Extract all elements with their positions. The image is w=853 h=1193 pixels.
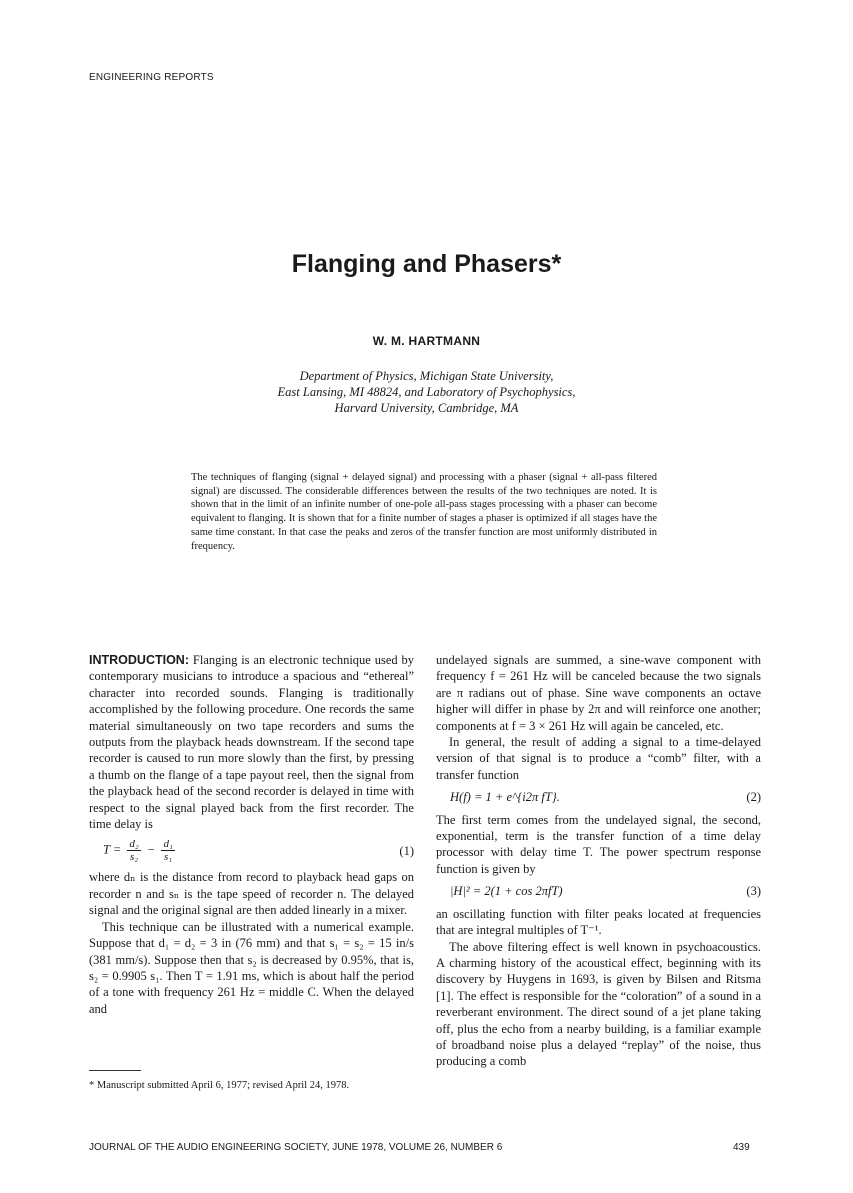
affiliation-line: East Lansing, MI 48824, and Laboratory of Psychophysics, [277, 385, 576, 399]
running-header: ENGINEERING REPORTS [89, 72, 214, 83]
paragraph-text: The above filtering effect is well known in psychoacoustics. A charming history of the acoustical effect, beginning with its discovery by Huygens in 1693, is given by Bilsen and Ritsma [1]. The effect is responsible for the “coloration” of a sound in a reverberant environment. The direct sound of a jet plane taking off, plus the echo from a nearby building, is a familiar example of broadband noise plus a delayed “replay” of the noise, thus producing a comb [436, 939, 761, 1069]
paragraph-text: The first term comes from the undelayed signal, the second, exponential, term is the transfer function of a time delay processor with delay time T. The power spectrum response function is given by [436, 812, 761, 876]
equation-number: (3) [746, 884, 761, 899]
equation-number: (2) [746, 790, 761, 805]
paragraph-text: Flanging is an electronic technique used by contemporary musicians to introduce a spacious and “ethereal” character into recorded sounds. Flanging is traditionally accomplished by the following procedure. One records the same material simultaneously on two tape recorders and sums the outputs from the playback heads downstream. If the second tape recorder is caused to run more slowly than the first, by pressing a thumb on the flange of a tape payout reel, then the signal from the playback head of the second recorder is delayed in time with respect to the signal played back from the first recorder. The time delay is [89, 653, 415, 832]
left-column [89, 652, 414, 1017]
right-column [436, 652, 761, 1070]
footnote: * Manuscript submitted April 6, 1977; revised April 24, 1978. [89, 1080, 350, 1091]
fraction [127, 838, 140, 863]
author-name: W. M. HARTMANN [372, 334, 481, 348]
equation-1 [89, 832, 414, 869]
numerator: d₂ [129, 838, 139, 851]
equation-expression [103, 838, 178, 863]
minus-sign: − [146, 842, 156, 857]
equation-expression: H(f) = 1 + e^{i2π fT}. [450, 790, 560, 805]
intro-paragraph [89, 652, 414, 832]
paragraph-text: This technique can be illustrated with a numerical example. Suppose that d₁ = d₂ = 3 in (76 mm) and that s₁ = s₂ = 15 in/s (381 mm/s). Suppose then that s₂ is decreased by 0.95%, that is, s₂ = 0.9905 s₁. Then T = 1.91 ms, which is about half the period of a tone with frequency 261 Hz = middle C. When the delayed and [89, 919, 414, 1016]
affiliation-line: Harvard University, Cambridge, MA [334, 401, 519, 415]
page-number: 439 [733, 1142, 750, 1153]
author-affiliation [0, 368, 853, 416]
denominator: s₁ [164, 851, 173, 864]
denominator: s₂ [130, 851, 139, 864]
equation-number: (1) [399, 843, 414, 858]
equation-expression: |H|² = 2(1 + cos 2πfT) [450, 884, 563, 899]
equation-3 [436, 877, 761, 905]
footnote-divider [89, 1070, 141, 1071]
paragraph-text: undelayed signals are summed, a sine-wave component with frequency f = 261 Hz will be canceled because the two signals are π radians out of phase. Sine wave components an octave higher will differ in phase by 2π and will reinforce one another; components at f = 3 × 261 Hz will again be canceled, etc. [436, 653, 761, 733]
paper-title: Flanging and Phasers* [291, 250, 562, 278]
paragraph-text: an oscillating function with filter peaks located at frequencies that are integral multiples of T⁻¹. [436, 906, 761, 938]
section-heading: INTRODUCTION: [89, 653, 189, 667]
affiliation-line: Department of Physics, Michigan State University, [299, 369, 554, 383]
paragraph-text: In general, the result of adding a signal to a time-delayed version of that signal is to produce a “comb” filter, with a transfer function [436, 735, 761, 782]
numerator: d₁ [163, 838, 173, 851]
abstract: The techniques of flanging (signal + delayed signal) and processing with a phaser (signal + all-pass filtered signal) are discussed. The considerable differences between the results of the two techniques are noted. It is shown that in the limit of an infinite number of one-pole all-pass stages processing with a phaser can become equivalent to flanging. It is shown that for a finite number of stages a phaser is optimized if all stages have the same time constant. In that case the peaks and zeros of the transfer function are most uniformly distributed in frequency. [191, 472, 657, 552]
fraction [161, 838, 174, 863]
equation-lhs: T = [103, 842, 122, 857]
journal-citation: JOURNAL OF THE AUDIO ENGINEERING SOCIETY, JUNE 1978, VOLUME 26, NUMBER 6 [89, 1142, 503, 1153]
equation-2 [436, 783, 761, 811]
paragraph-text: where dₙ is the distance from record to playback head gaps on recorder n and sₙ is the tape speed of recorder n. The delayed signal and the original signal are then added linearly in a mixer. [89, 870, 414, 918]
